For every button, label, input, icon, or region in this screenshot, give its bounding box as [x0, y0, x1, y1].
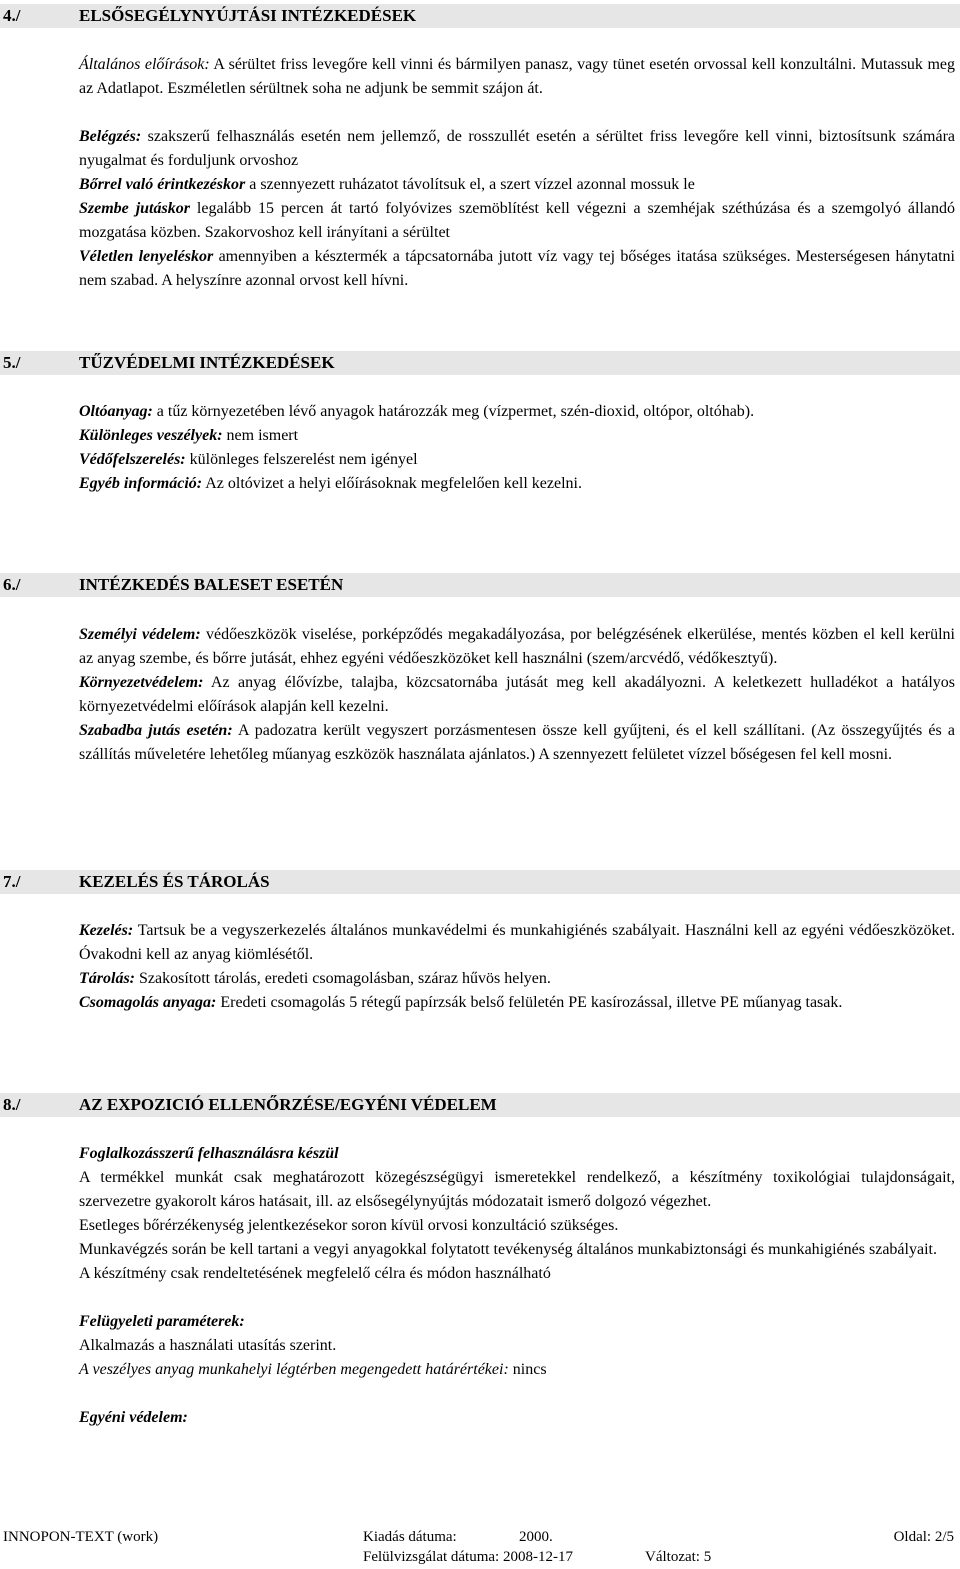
skin-contact-text: a szennyezett ruházatot távolítsuk el, a szert vízzel azonnal mossuk le [245, 176, 695, 193]
packaging-label: Csomagolás anyaga: [79, 994, 217, 1011]
exposure-limit-entry [79, 1358, 955, 1382]
occupational-use-heading-text: Foglalkozásszerű felhasználásra készül [79, 1145, 339, 1162]
footer-review-date: Felülvizsgálat dátuma: 2008-12-17 [363, 1549, 573, 1565]
section-8-number: 8./ [3, 1095, 21, 1114]
storage-label: Tárolás: [79, 970, 135, 987]
protective-equipment-entry [79, 448, 955, 472]
footer-page: Oldal: 2/5 [893, 1529, 954, 1545]
packaging-entry [79, 991, 955, 1015]
ingestion-text: amennyiben a késztermék a tápcsatornába jutott víz vagy tej bőséges itatása szükséges. Mesterségesen hánytatni nem szabad. A helyszínre azonnal orvost kell hívni. [79, 248, 956, 289]
environmental-protection-label: Környezetvédelem: [79, 674, 204, 691]
personal-protection-label: Személyi védelem: [79, 626, 201, 643]
section-7-title: KEZELÉS ÉS TÁROLÁS [79, 872, 270, 891]
footer-issue-value: 2000. [519, 1529, 553, 1545]
section-8-title: AZ EXPOZICIÓ ELLENŐRZÉSE/EGYÉNI VÉDELEM [79, 1095, 497, 1114]
exposure-limit-label: A veszélyes anyag munkahelyi légtérben megengedett határértékei: [79, 1361, 509, 1378]
section-5-title: TŰZVÉDELMI INTÉZKEDÉSEK [79, 353, 335, 372]
environmental-protection-text: Az anyag élővízbe, talajba, közcsatornába jutását meg kell akadályozni. A keletkezett hulladékot a hatályos környezetvédelmi előírások alapján kell kezelni. [79, 674, 955, 715]
special-hazards-entry [79, 424, 955, 448]
packaging-text: Eredeti csomagolás 5 rétegű papírzsák belső felületén PE kasírozással, illetve PE műanyag tasak. [216, 994, 843, 1011]
inhalation-entry [79, 125, 955, 173]
personal-protection-text: védőeszközök viselése, porképződés megakadályozása, por belégzésének elkerülése, mentés közben el kell kerülni az anyag szembe, és bőrre jutását, ehhez egyéni védőeszközöket kell használni (szem/arcvédő, védőkesztyű). [79, 626, 956, 667]
skin-contact-label: Bőrrel való érintkezéskor [79, 176, 246, 193]
section-4-header [0, 4, 960, 28]
handling-text: Tartsuk be a vegyszerkezelés általános munkavédelmi és munkahigiénés szabályait. Használni kell az egyéni védőeszközöket. Óvakodni kell az anyag kiömlésétől. [79, 922, 955, 963]
extinguishing-media-label: Oltóanyag: [79, 403, 153, 420]
section-6-title: INTÉZKEDÉS BALESET ESETÉN [79, 575, 344, 594]
section-7-header [0, 870, 960, 894]
footer-issue-label: Kiadás dátuma: [363, 1529, 457, 1545]
other-information-label: Egyéb információ: [79, 475, 203, 492]
handling-label: Kezelés: [79, 922, 134, 939]
other-information-text: Az oltóvizet a helyi előírásoknak megfelelően kell kezelni. [202, 475, 582, 492]
intended-use-text: A készítmény csak rendeltetésének megfelelő célra és módon használható [79, 1265, 551, 1282]
section-4-body [79, 53, 955, 293]
section-8-header [0, 1093, 960, 1117]
section-7-body [79, 919, 955, 1015]
general-instructions-label: Általános előírások: [79, 56, 210, 73]
section-6-body [79, 623, 955, 767]
personal-protection-heading-text: Egyéni védelem: [79, 1409, 188, 1426]
section-6-number: 6./ [3, 575, 21, 594]
worker-qualification-text: A termékkel munkát csak meghatározott közegészségügyi ismeretekkel rendelkező, a készítmény toxikológiai tulajdonságait, szervezetre gyakorolt káros hatásait, ill. az elsősegélynyújtás módozatait ismerő dolgozó végezhet. [79, 1169, 955, 1210]
eye-contact-label: Szembe jutáskor [79, 200, 190, 217]
section-8-body [79, 1142, 955, 1430]
inhalation-text: szakszerű felhasználás esetén nem jellemző, de rosszullét esetén a sérültet friss levegőre kell vinni, biztosítsunk számára nyugalmat és forduljunk orvoshoz [79, 128, 955, 169]
personal-protection-heading [79, 1406, 955, 1430]
footer-product: INNOPON-TEXT (work) [3, 1529, 159, 1545]
skin-contact-entry [79, 173, 955, 197]
eye-contact-text: legalább 15 percen át tartó folyóvizes szemöblítést kell végezni a szemhéjak széthúzása és a szemgolyó állandó mozgatása közben. Szakorvoshoz kell irányítani a sérültet [79, 200, 956, 241]
general-instructions-text: A sérültet friss levegőre kell vinni és bármilyen panasz, vagy tünet esetén orvossal kell konzultálni. Mutassuk meg az Adatlapot. Eszméletlen sérültnek soha ne adjunk be semmit szájon át. [79, 56, 955, 97]
protective-equipment-text: különleges felszerelést nem igényel [185, 451, 418, 468]
protective-equipment-label: Védőfelszerelés: [79, 451, 186, 468]
eye-contact-entry [79, 197, 955, 245]
section-4-number: 4./ [3, 6, 21, 25]
special-hazards-text: nem ismert [222, 427, 299, 444]
handling-entry [79, 919, 955, 967]
work-safety-rules-text: Munkavégzés során be kell tartani a vegyi anyagokkal folytatott tevékenység általános munkabiztonsági és munkahigiénés szabályait. [79, 1241, 937, 1258]
special-hazards-label: Különleges veszélyek: [79, 427, 223, 444]
section-7-number: 7./ [3, 872, 21, 891]
section-4-title: ELSŐSEGÉLYNYÚJTÁSI INTÉZKEDÉSEK [79, 6, 417, 25]
release-label: Szabadba jutás esetén: [79, 722, 233, 739]
release-text: A padozatra került vegyszert porzásmentesen össze kell gyűjteni, és el kell szállítani. (Az összegyűjtés és a szállítás műveletére lehetőleg műanyag eszközök használata ajánlatos.) A szennyezett felületet vízzel bőségesen fel kell mosni. [79, 722, 956, 763]
inhalation-label: Belégzés: [79, 128, 142, 145]
other-information-entry [79, 472, 955, 496]
control-parameters-label: Felügyeleti paraméterek: [79, 1313, 245, 1330]
ingestion-entry [79, 245, 955, 293]
footer-version: Változat: 5 [645, 1549, 712, 1565]
extinguishing-media-entry [79, 400, 955, 424]
extinguishing-media-text: a tűz környezetében lévő anyagok határozzák meg (vízpermet, szén-dioxid, oltópor, oltóhab). [152, 403, 755, 420]
environmental-protection-entry [79, 671, 955, 719]
occupational-use-heading [79, 1142, 955, 1166]
personal-protection-entry [79, 623, 955, 671]
general-instructions [79, 53, 955, 101]
ingestion-label: Véletlen lenyeléskor [79, 248, 214, 265]
storage-entry [79, 967, 955, 991]
control-parameters-heading [79, 1310, 955, 1334]
exposure-limit-value: nincs [508, 1361, 547, 1378]
release-entry [79, 719, 955, 767]
control-parameters-text: Alkalmazás a használati utasítás szerint. [79, 1337, 337, 1354]
section-6-header [0, 573, 960, 597]
section-5-number: 5./ [3, 353, 21, 372]
storage-text: Szakosított tárolás, eredeti csomagolásban, száraz hűvös helyen. [135, 970, 551, 987]
skin-sensitivity-text: Esetleges bőrérzékenység jelentkezésekor soron kívül orvosi konzultáció szükséges. [79, 1217, 619, 1234]
section-5-body [79, 400, 955, 496]
section-5-header [0, 351, 960, 375]
